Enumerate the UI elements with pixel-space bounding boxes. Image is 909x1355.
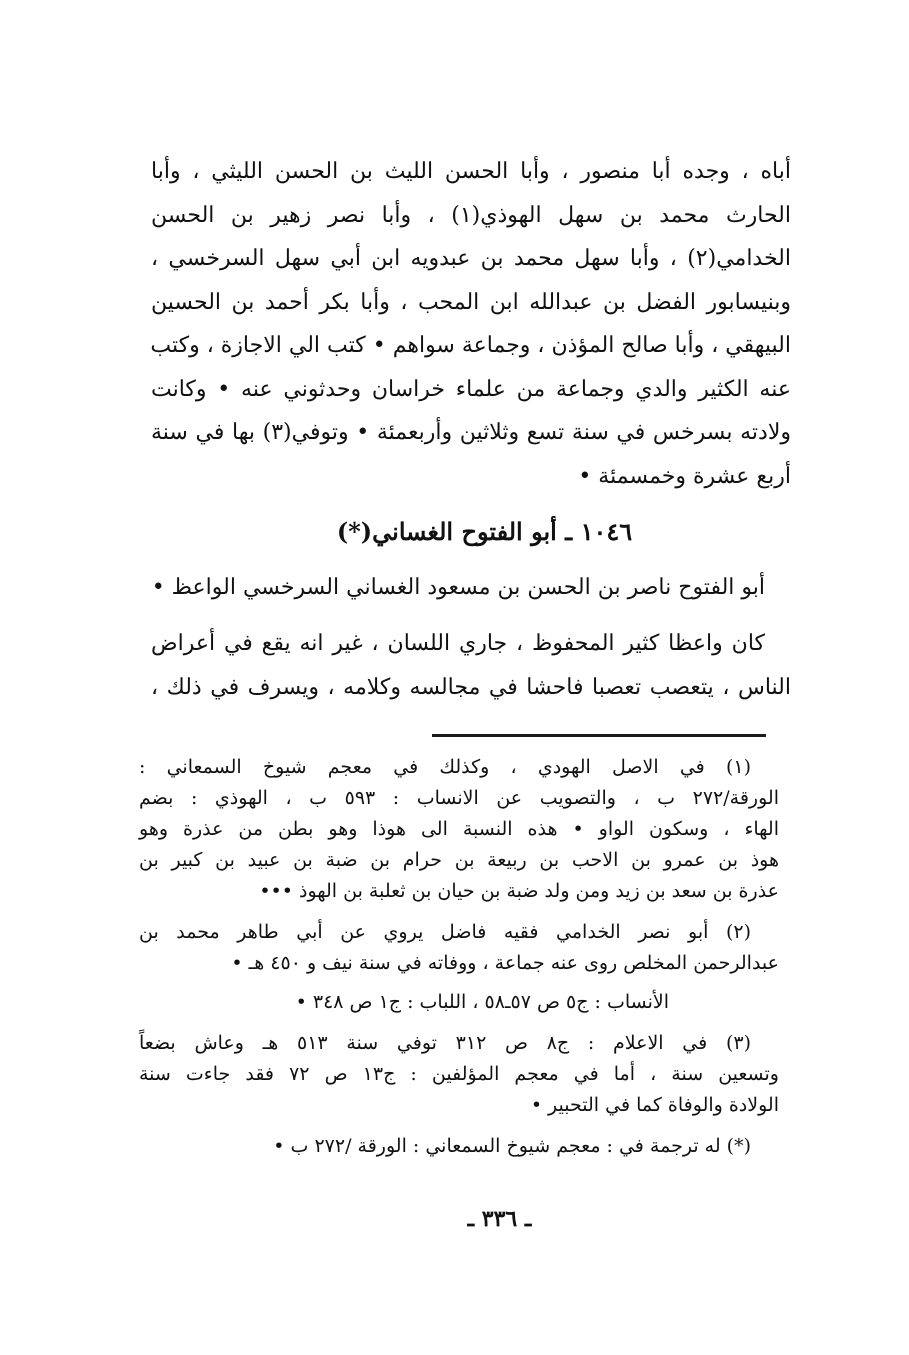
text-line: الناس ، يتعصب تعصبا فاحشا في مجالسه وكلامه ، ويسرف في ذلك ، bbox=[151, 675, 791, 700]
entry-body bbox=[151, 568, 791, 710]
entry-heading: ١٠٤٦ ـ أبو الفتوح الغساني(*) bbox=[336, 517, 633, 546]
footnote-2 bbox=[139, 917, 779, 979]
footnote-line: الهاء ، وسكون الواو • هذه النسبة الى هوذا وهو بطن من عذرة وهو bbox=[139, 818, 779, 840]
text-line: كان واعظا كثير المحفوظ ، جاري اللسان ، غير انه يقع في أعراض bbox=[151, 631, 765, 656]
footnote-3 bbox=[139, 1028, 779, 1121]
text-line: أربع عشرة وخمسمئة • bbox=[578, 463, 791, 489]
footnote-line: وتسعين سنة ، أما في معجم المؤلفين : ج١٣ ص ٧٢ فقد جاءت سنة bbox=[139, 1063, 779, 1085]
text-line: أباه ، وجده أبا منصور ، وأبا الحسن الليث بن الحسن الليثي ، وأبا bbox=[151, 159, 791, 184]
footnote-line: (٣) في الاعلام : ج٨ ص ٣١٢ توفي سنة ٥١٣ هـ وعاش بضعاً bbox=[139, 1032, 752, 1054]
entry-paragraph bbox=[151, 622, 791, 710]
footnote-line: (١) في الاصل الهودي ، وكذلك في معجم شيوخ السمعاني : bbox=[139, 756, 751, 778]
footnote-line: (٢) أبو نصر الخدامي فقيه فاضل يروي عن أبي طاهر محمد بن bbox=[139, 921, 751, 943]
footnote-line: عبدالرحمن المخلص روى عنه جماعة ، ووفاته في سنة نيف و ٤٥٠ هـ • bbox=[231, 952, 779, 974]
footnote-line: الورقة/٢٧٢ ب ، والتصويب عن الانساب : ٥٩٣ ب ، الهوذي : بضم bbox=[139, 787, 779, 809]
text-line: وبنيسابور الفضل بن عبدالله ابن المحب ، وأبا بكر أحمد بن الحسين bbox=[151, 289, 791, 315]
footnote-line: الولادة والوفاة كما في التحبير • bbox=[530, 1094, 779, 1116]
footnote-1 bbox=[139, 752, 779, 907]
text-line: ولادته بسرخس في سنة تسع وثلاثين وأربعمئة • وتوفي(٣) بها في سنة bbox=[151, 420, 791, 445]
main-text bbox=[151, 150, 791, 498]
text-line: الحارث محمد بن سهل الهوذي(١) ، وأبا نصر زهير بن الحسن bbox=[151, 202, 791, 228]
footnote-star: (*) له ترجمة في : معجم شيوخ السمعاني : الورقة /٢٧٢ ب • bbox=[273, 1135, 751, 1157]
footnote-divider bbox=[432, 734, 766, 737]
footnote-line: عذرة بن سعد بن زيد ومن ولد ضبة بن حيان بن ثعلبة بن الهوذ ••• bbox=[259, 880, 779, 902]
text-line: البيهقي ، وأبا صالح المؤذن ، وجماعة سواهم • كتب الي الاجازة ، وكتب bbox=[150, 333, 791, 358]
text-line: عنه الكثير والدي وجماعة من علماء خراسان وحدثوني عنه • وكانت bbox=[151, 376, 791, 402]
footnote-2-reference: الأنساب : ج٥ ص ٥٧ـ٥٨ ، اللباب : ج١ ص ٣٤٨ • bbox=[295, 991, 669, 1013]
text-line: الخدامي(٢) ، وأبا سهل محمد بن عبدويه ابن أبي سهل السرخسي ، bbox=[151, 246, 791, 271]
footnote-line: هوذ بن عمرو بن الاحب بن ربيعة بن حرام بن ضبة بن عبيد بن كبير بن bbox=[139, 849, 779, 871]
footnotes bbox=[139, 752, 779, 1162]
page-number: ـ ٣٣٦ ـ bbox=[467, 1206, 532, 1232]
entry-first-line: أبو الفتوح ناصر بن الحسن بن مسعود الغساني السرخسي الواعظ • bbox=[151, 575, 765, 600]
